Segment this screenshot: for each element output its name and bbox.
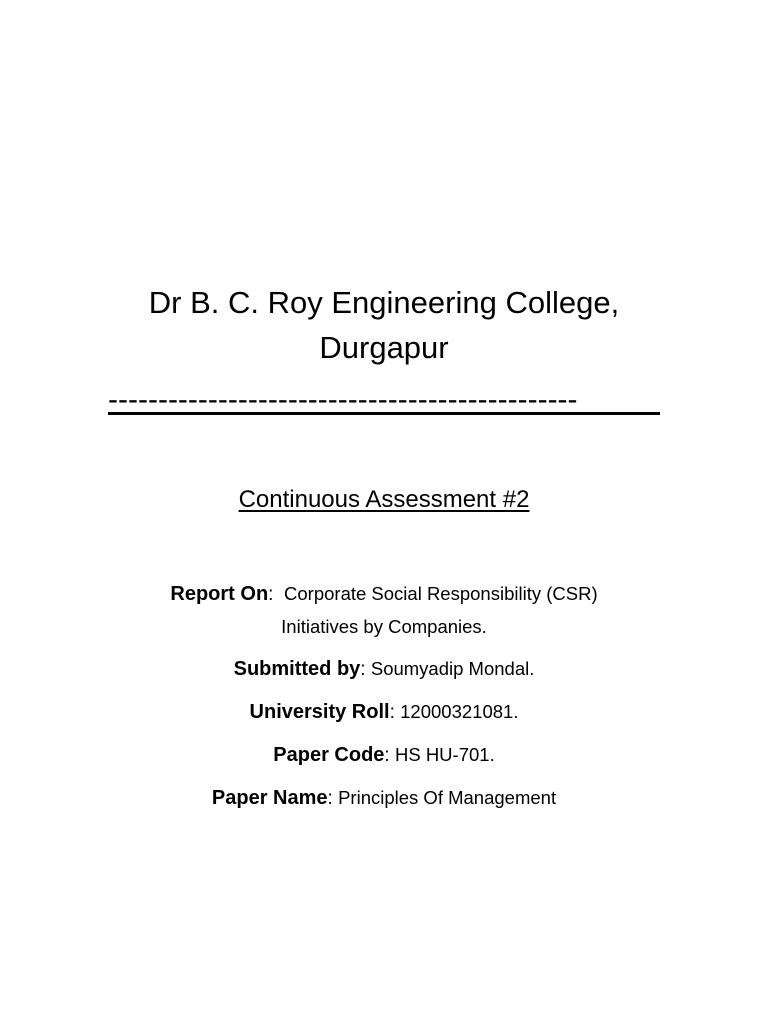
report-details (84, 578, 684, 825)
college-title-line2: Durgapur (319, 330, 449, 365)
paper-code-separator: : (384, 745, 395, 766)
solid-separator-line (108, 412, 660, 415)
paper-name-row (84, 782, 684, 815)
paper-name-separator: : (327, 788, 339, 809)
report-on-separator: : (268, 584, 285, 605)
college-title-line1: Dr B. C. Roy Engineering College, (148, 285, 620, 320)
paper-code-label: Paper Code (273, 744, 385, 766)
college-title (84, 280, 684, 370)
paper-code-value: HS HU-701. (394, 744, 495, 765)
university-roll-separator: : (389, 702, 401, 723)
university-roll-row (84, 696, 684, 729)
submitted-by-value: Soumyadip Mondal. (370, 658, 535, 679)
submitted-by-separator: : (360, 659, 371, 680)
assessment-title: Continuous Assessment #2 (238, 486, 530, 513)
paper-name-label: Paper Name (211, 787, 328, 809)
report-on-value-line1: Corporate Social Responsibility (CSR) (284, 583, 598, 604)
paper-code-row (84, 739, 684, 772)
report-on-value-line2: Initiatives by Companies. (281, 616, 487, 637)
dashed-separator: ----------------------------------------------- (108, 385, 578, 415)
submitted-by-row (84, 653, 684, 686)
university-roll-value: 12000321081. (400, 701, 519, 722)
university-roll-label: University Roll (249, 701, 390, 723)
submitted-by-label: Submitted by (233, 658, 361, 680)
report-on-row (84, 578, 684, 643)
paper-name-value: Principles Of Management (338, 787, 557, 808)
report-on-label: Report On (170, 583, 269, 605)
